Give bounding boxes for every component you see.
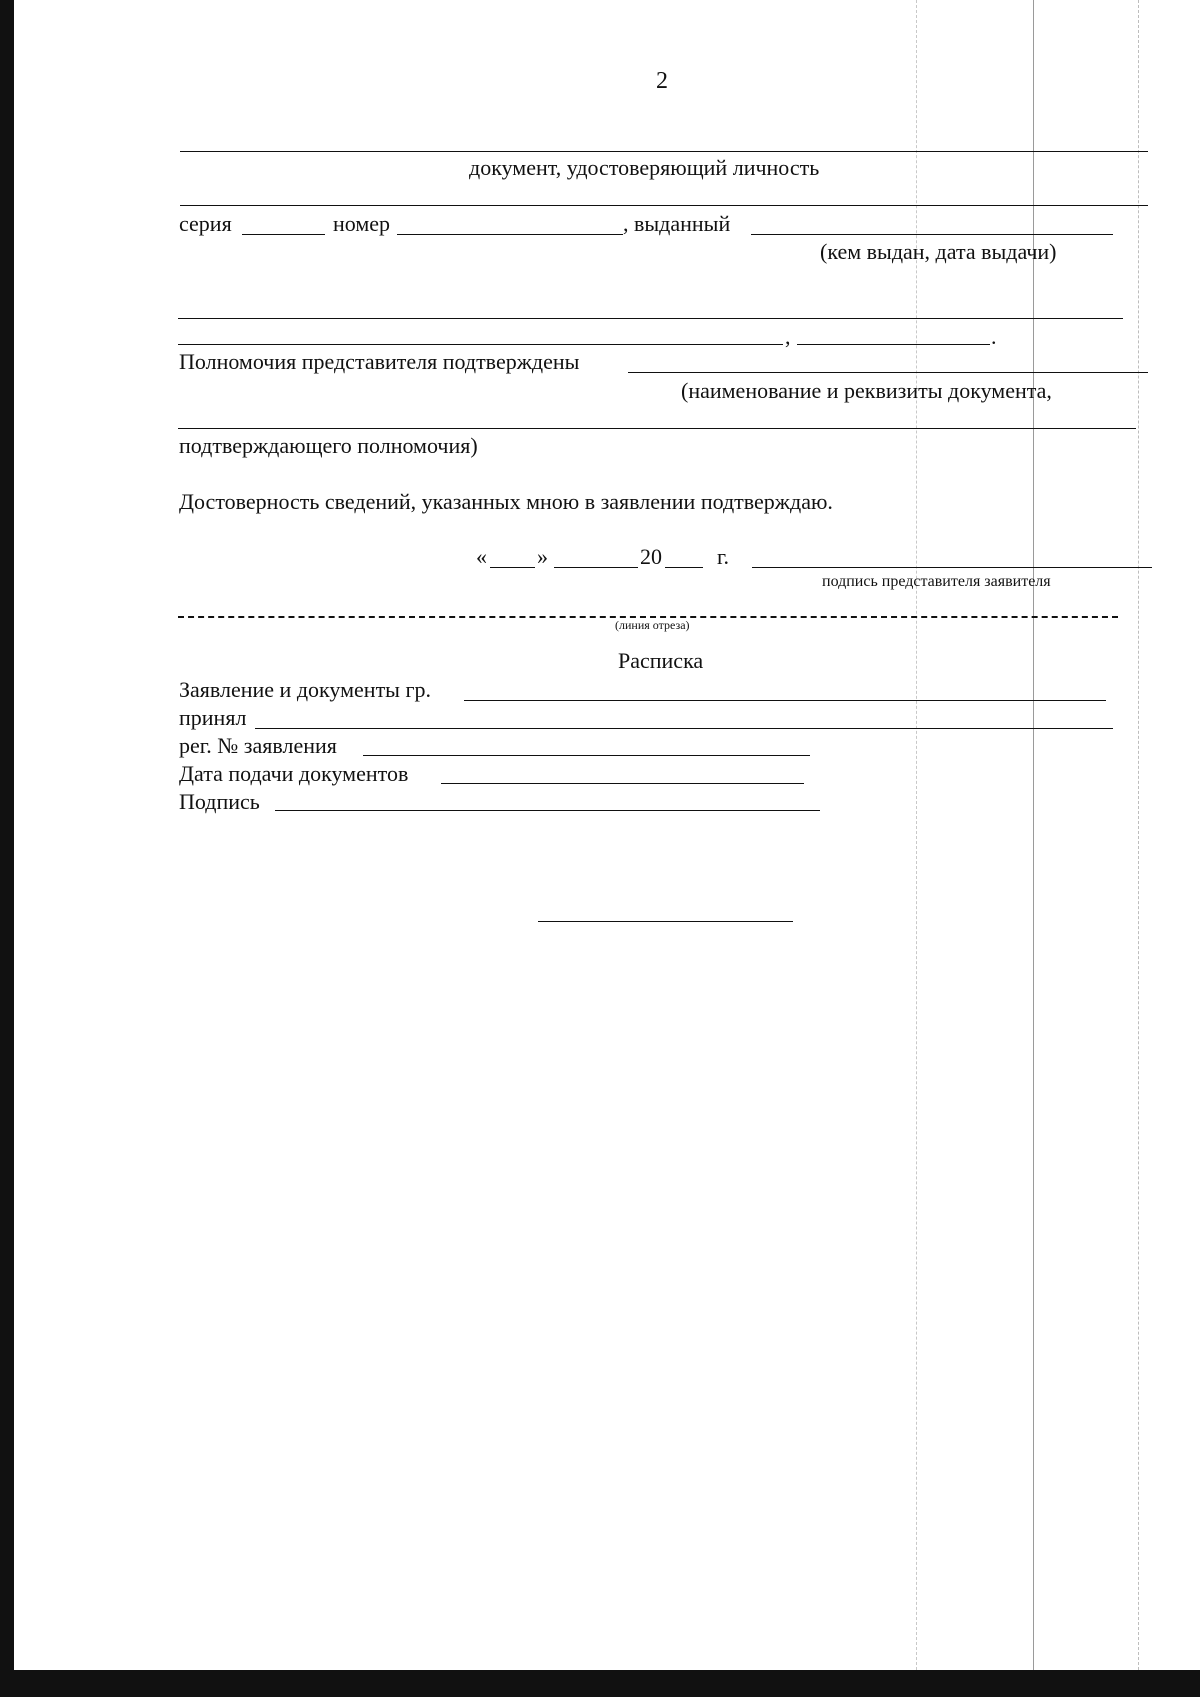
signature-hint: подпись представителя заявителя	[822, 573, 1051, 590]
issued-by-line-2[interactable]	[178, 318, 1123, 319]
receipt-accepted-field[interactable]	[255, 728, 1113, 729]
receipt-reg-field[interactable]	[363, 755, 810, 756]
authority-hint-cont: подтверждающего полномочия)	[179, 433, 478, 458]
receipt-date-label: Дата подачи документов	[179, 761, 409, 786]
receipt-accepted-label: принял	[179, 705, 247, 730]
closing-line	[538, 921, 793, 922]
series-label: серия	[179, 211, 232, 236]
receipt-date-field[interactable]	[441, 783, 804, 784]
issue-date-field[interactable]	[797, 344, 990, 345]
month-field[interactable]	[554, 567, 638, 568]
issued-by-line-3[interactable]	[178, 344, 783, 345]
issued-by-field[interactable]	[751, 234, 1113, 235]
page-number: 2	[656, 68, 668, 94]
scan-border-bottom	[0, 1670, 1200, 1697]
period: .	[991, 324, 997, 349]
day-field[interactable]	[490, 567, 535, 568]
open-quote: «	[476, 544, 487, 569]
authority-hint: (наименование и реквизиты документа,	[681, 378, 1052, 403]
series-field[interactable]	[242, 234, 325, 235]
year-field[interactable]	[665, 567, 703, 568]
authority-label: Полномочия представителя подтверждены	[179, 349, 580, 374]
identity-document-line[interactable]	[180, 151, 1148, 152]
authority-line-2[interactable]	[178, 428, 1136, 429]
number-field[interactable]	[397, 234, 623, 235]
authority-field[interactable]	[628, 372, 1148, 373]
comma: ,	[785, 324, 791, 349]
issued-label: , выданный	[623, 211, 731, 236]
close-quote: »	[537, 544, 548, 569]
receipt-sign-field[interactable]	[275, 810, 820, 811]
identity-document-line-2[interactable]	[180, 205, 1148, 206]
receipt-title: Расписка	[618, 648, 704, 673]
receipt-reg-label: рег. № заявления	[179, 733, 337, 758]
year-suffix: г.	[717, 544, 730, 569]
confirmation-text: Достоверность сведений, указанных мною в заявлении подтверждаю.	[179, 489, 833, 514]
receipt-sign-label: Подпись	[179, 789, 260, 814]
number-label: номер	[333, 211, 391, 236]
issued-hint: (кем выдан, дата выдачи)	[820, 239, 1057, 264]
year-prefix: 20	[640, 544, 662, 569]
receipt-applicant-label: Заявление и документы гр.	[179, 677, 431, 702]
identity-document-caption: документ, удостоверяющий личность	[469, 155, 820, 180]
cut-line-label: (линия отреза)	[615, 618, 690, 632]
scan-border-left	[0, 0, 14, 1697]
scan-artifact-line	[1138, 0, 1139, 1670]
receipt-applicant-field[interactable]	[464, 700, 1106, 701]
representative-signature-field[interactable]	[752, 567, 1152, 568]
